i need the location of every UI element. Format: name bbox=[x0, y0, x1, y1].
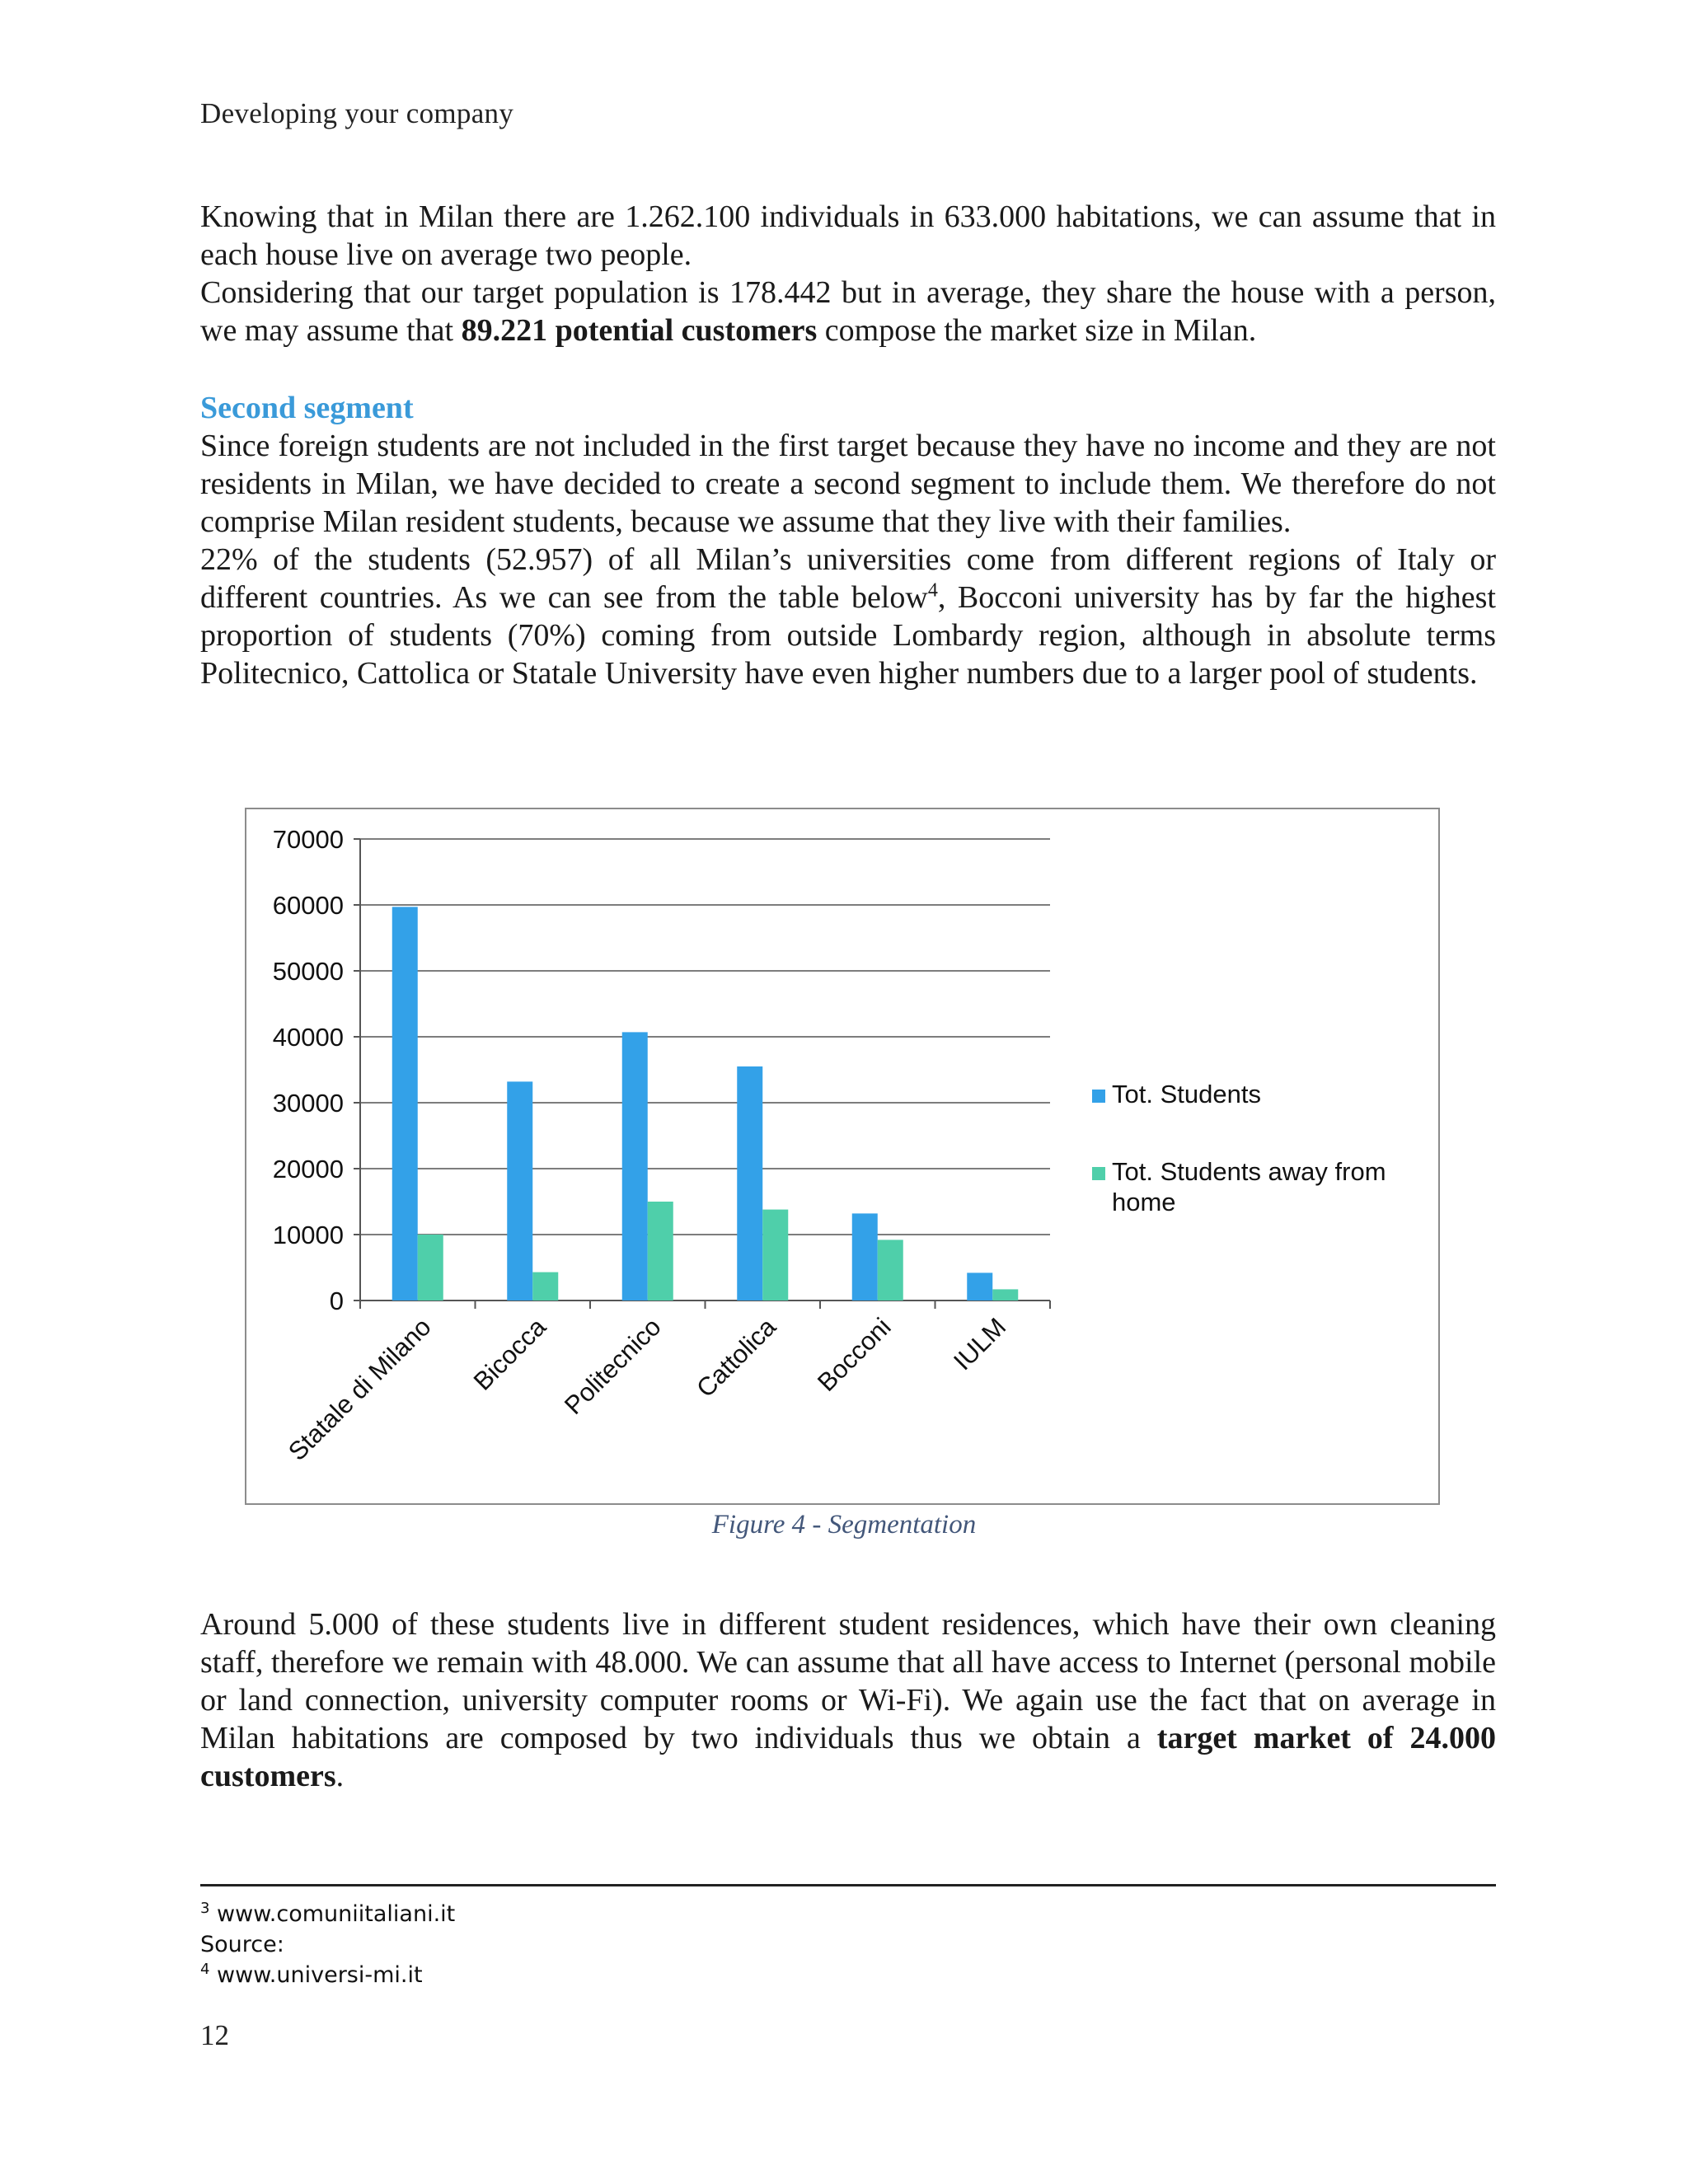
text-run: Around 5.000 of these students live in different student residences, which have their own cleaning staff, therefore we remain with 48.000. We can assume that all have access to Internet (personal mobile or land connection, university computer rooms or Wi-Fi). We again use the fact that on average in Milan habitations are composed by two individuals thus we obtain a bbox=[200, 1607, 1496, 1755]
bold-text-potential-customers: 89.221 potential customers bbox=[461, 313, 818, 348]
bar-away-from-home bbox=[762, 1210, 788, 1301]
bar-tot-students bbox=[622, 1032, 648, 1301]
running-header: Developing your company bbox=[200, 97, 514, 129]
x-category-label: Bocconi bbox=[811, 1312, 897, 1397]
text-run: Considering that our target population is 178.442 but in average, they share the house with a person, we may assume that bbox=[200, 275, 1496, 348]
bar-away-from-home bbox=[878, 1240, 903, 1301]
paragraph-sentence bbox=[200, 274, 1496, 349]
text-run: 22% of the students (52.957) of all Milan’s universities come from different regions of Italy or different countries. As we can see from the table below bbox=[200, 542, 1496, 615]
legend-swatch bbox=[1092, 1090, 1105, 1103]
y-tick-label: 0 bbox=[329, 1286, 344, 1315]
footnote-mark: 4 bbox=[200, 1961, 210, 1978]
footnote-4 bbox=[200, 1960, 455, 1990]
paragraph-target-market bbox=[200, 1605, 1496, 1795]
paragraph-second-segment bbox=[200, 427, 1496, 692]
bar-tot-students bbox=[967, 1272, 992, 1301]
bar-tot-students bbox=[507, 1081, 532, 1301]
bar-away-from-home bbox=[418, 1235, 443, 1301]
x-category-label: Politecnico bbox=[558, 1312, 667, 1420]
y-tick-label: 70000 bbox=[272, 825, 344, 854]
footnote-3 bbox=[200, 1899, 455, 1929]
bar-tot-students bbox=[392, 907, 418, 1301]
x-category-label: Statale di Milano bbox=[282, 1312, 437, 1467]
x-category-label: Cattolica bbox=[691, 1312, 782, 1404]
bold-text-target-market: target market of 24.000 customers bbox=[200, 1721, 1497, 1793]
bar-tot-students bbox=[852, 1213, 878, 1301]
y-tick-label: 60000 bbox=[272, 891, 344, 920]
chart-frame bbox=[245, 808, 1440, 1505]
legend-label: Tot. Students bbox=[1112, 1080, 1261, 1108]
paragraph-sentence bbox=[200, 541, 1496, 692]
footnote-link[interactable]: www.universi-mi.it bbox=[209, 1962, 423, 1988]
footnote-reference[interactable]: 4 bbox=[927, 579, 938, 602]
bar-away-from-home bbox=[648, 1202, 673, 1301]
bar-away-from-home bbox=[532, 1272, 558, 1301]
bar-away-from-home bbox=[992, 1289, 1018, 1301]
x-category-label: IULM bbox=[948, 1312, 1012, 1376]
y-tick-label: 30000 bbox=[272, 1089, 344, 1118]
legend-label: Tot. Students away from bbox=[1112, 1157, 1386, 1186]
paragraph-sentence bbox=[200, 1605, 1496, 1795]
page-number: 12 bbox=[200, 2019, 229, 2051]
bar-chart bbox=[246, 809, 1438, 1503]
y-tick-label: 10000 bbox=[272, 1221, 344, 1249]
footnote-source: Source: bbox=[200, 1932, 284, 1957]
paragraph-sentence: Since foreign students are not included in the first target because they have no income and they are not residents in Milan, we have decided to create a second segment to include them. We therefore do not comprise Milan resident students, because we assume that they live with their families. bbox=[200, 429, 1496, 539]
paragraph-sentence: Knowing that in Milan there are 1.262.100 individuals in 633.000 habitations, we can assume that in each house live on average two people. bbox=[200, 199, 1496, 272]
y-tick-label: 50000 bbox=[272, 957, 344, 986]
legend-swatch bbox=[1092, 1167, 1105, 1180]
x-category-label: Bicocca bbox=[467, 1312, 552, 1396]
text-run: compose the market size in Milan. bbox=[817, 313, 1257, 348]
footnote-link[interactable]: www.comuniitaliani.it bbox=[209, 1901, 456, 1927]
figure-caption: Figure 4 - Segmentation bbox=[711, 1510, 977, 1540]
footnote-divider bbox=[200, 1884, 1496, 1886]
legend-label: home bbox=[1112, 1188, 1176, 1216]
paragraph-market-size bbox=[200, 198, 1496, 349]
footnote-mark: 3 bbox=[200, 1900, 210, 1917]
section-heading: Second segment bbox=[200, 391, 414, 425]
text-run: . bbox=[335, 1759, 345, 1793]
y-tick-label: 40000 bbox=[272, 1023, 344, 1052]
text-run: , Bocconi university has by far the highest proportion of students (70%) coming from outside Lombardy region, although in absolute terms Politecnico, Cattolica or Statale University have even higher numbers due to a larger pool of students. bbox=[200, 580, 1496, 691]
bar-tot-students bbox=[737, 1066, 762, 1301]
y-tick-label: 20000 bbox=[272, 1155, 344, 1183]
footnotes bbox=[200, 1899, 455, 1990]
